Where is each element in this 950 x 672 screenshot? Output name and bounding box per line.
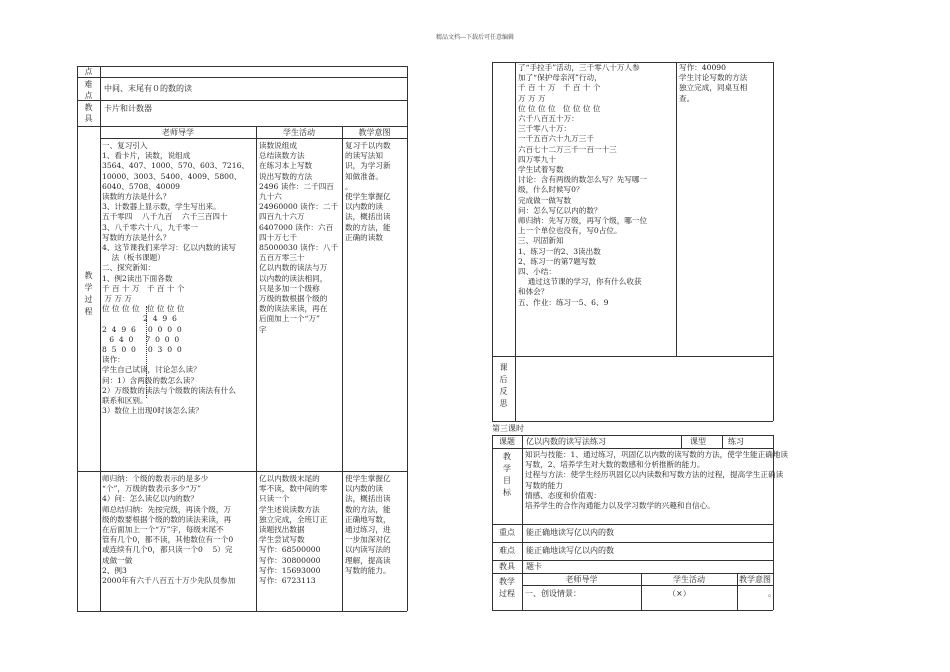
rule [492,560,773,561]
row-label-difficulty: 难 点 [84,80,93,100]
rule [100,66,101,611]
rule [492,524,773,525]
tools-text: 卡片和计数器 [104,104,152,113]
teaching-intent-text-2: 使学生掌握亿 以内数的读 法，概括出读 数的方法，能 正确地写数， 通过练习，进 一步加深对亿 以内读写法的 理解，提高读 写数的能力。 [345,474,391,575]
rule [773,435,774,610]
label-type: 课型 [690,437,706,446]
rule [77,611,407,612]
rule [681,435,682,448]
difficulty-point-text: 能正确地读写亿以内的数 [526,546,614,555]
goals-text: 知识与技能：1、通过练习，巩固亿以内数的读写数的方法，使学生能正确地读 写数，2、培养学生对大数的数感和分析推断的能力。 过程与方法：使学生经历巩固亿以内读数和写数方法的过程，提高学生正确读 写数的能力 情感、态度和价值观： 培养学生的合作沟通能力以及学习数学的兴趣和自信心。 [525,450,789,511]
student-activity-text-2: 亿以内数级末尾的 零不读，数中间的零 只读一个 学生述说读数方法 独立完成，全班订正 读题找出数据 学生尝试写数 写作：68500000 写作：30800000 写作：15693000 写作：6723113 [259,474,328,586]
row-label-tools: 教 具 [84,103,93,123]
dotted-divider [146,306,147,398]
col-header-intent: 教学意图 [358,128,391,137]
rule [492,421,773,422]
row-label-reflection: 课 后 反 思 [499,363,508,408]
difficulty-text: 中间、末尾有０的数的读 [104,84,192,93]
rule [492,448,773,449]
rule [100,138,407,139]
rule [722,435,723,448]
rule [256,126,257,611]
col-header-student-lesson3: 学生活动 [673,575,705,584]
tools-text-lesson3: 题卡 [526,562,542,571]
row-label-process: 教 学 过 程 [84,271,93,316]
label-tools: 教具 [499,562,515,571]
teacher-guide-text-1: 一、复习引入 1、看卡片，读数，说组成 3564、407、1000、570、603、7216、 10000、3003、5400、4009、5800、 6040、5708、40009 读数的方法是什么？ 3、计数器上显示数，学生写出来。 五千零四 八千九百 六千三百四十 3、八千零六十八，九千零一 写数的方法是什么？ 4、这节课我们来学习：亿以内数的读写 法（板书课题） 二、探究新知： 1、例2读出下面各数 千 百 十 万 千 百 十 个 万 万 万 位 位 位 位 位 位 位 位 2 4 9 6 2 4 9 6 0 0 0 0 6 4 0 7 0 0 0 8 5 0 0 0 3 0 0 读作： 学生自己试读，讨论怎么读？ 问：1）含两级的数怎么读？ 2）万级数的读法与个级数的读法有什么 联系和区别。 3）数位上出现0时该怎么读？ [102,141,250,416]
type-text: 练习 [728,437,744,446]
row-label-point: 点 [84,67,93,76]
col-header-intent-lesson3: 教学意图 [739,575,771,584]
teaching-intent-text-1: 复习千以内数 的读写法知 识，为学习新 知做准备。 。 使学生掌握亿 以内数的读 法，概括出读 数的方法，能 正确的读数 [345,141,391,242]
label-goals: 教 学 目 标 [503,452,511,497]
student-activity-text-cont: 写作：40090 学生讨论写数的方法 独立完成，同桌互相 查。 [679,63,748,103]
key-point-text: 能正确地读写亿以内的数 [526,528,614,537]
lesson3-student-first-line: （×） [668,589,691,598]
teacher-guide-text-2: 师归纳：个级的数表示的是多少 “个”，万级的数表示多少“万” 4）问：怎么读亿以内的数？ 师总结归纳：先按完级，再读个级，万 级的数要根据个级的数的读法来读，再 在后面加上一个“万”字，每级末尾不 管有几个0，都不读，其他数位有一个0 或连续有几个0，都只读一个0 5）完 成做一做 2、例3 2000年有六千八百五十万少先队员参加 [102,474,236,586]
col-header-student: 学生活动 [283,128,315,137]
student-activity-text-1: 读数说组成 总结读数方法 在练习本上写数 说出写数的方法 2496 读作：二千四百 九十六 24960000 读作：二千 四百九十六万 6407000 读作：六百 四十万七千 85000030 读作：八千 五百万零三十 亿以内数的读法与万 以内数的读法相同， 只是多加一个级称 万级的数根据个级的 数的读法来读，再在 后面加上一个“万” 字 [259,141,339,334]
rule [77,100,407,101]
rule [522,585,773,586]
label-key-point: 重点 [499,528,515,537]
lesson3-teacher-first-line: 一、创设情景： [525,589,581,598]
rule [77,66,78,611]
rule [407,66,408,611]
rule [492,356,773,357]
rule [515,62,516,421]
label-topic: 课题 [499,437,515,446]
rule [492,435,773,436]
rule [77,66,407,67]
rule [676,62,677,356]
lesson3-intent-first-line: 。 [768,589,776,598]
page-header: 精品文档---下载后可任意编辑 [435,34,515,41]
rule [492,610,773,611]
rule [492,542,773,543]
rule [77,77,407,78]
col-header-teacher: 老师导学 [162,128,194,137]
teacher-guide-text-cont: 了“手拉手”活动，三千零八十万人参 加了“保护母亲河”行动， 千 百 十 万 千 百 十 个 万 万 万 位 位 位 位 位 位 位 位 六千八百五十万： 三千零八十万： 一千五百六十九万三千 六百七十二万三千一百一十三 四万零九十 学生试着写数 讨论：含有两级的数怎么写？先写哪一 级，什么时候写0？ 完成做一做写数 问：怎么写亿以内的数？ 师归纳：先写万级，再写个级，哪一位 上一个单位也没有，写0占位。 三、巩固新知 1、练习一的2、3读出数 2、练习一的第7题写数 四、小结： 通过这节课的学习，你有什么收获 和体会？ 五、作业：练习一5、6、9 [518,63,648,307]
label-difficulty: 难点 [499,546,515,555]
label-process: 教学 过程 [499,577,515,598]
rule [77,471,407,472]
col-header-teacher-lesson3: 老师导学 [565,575,598,584]
section-title: 第三课时 [492,424,524,433]
rule [342,126,343,611]
topic-text: 亿以内数的读写法练习 [526,437,606,446]
rule [773,62,774,421]
